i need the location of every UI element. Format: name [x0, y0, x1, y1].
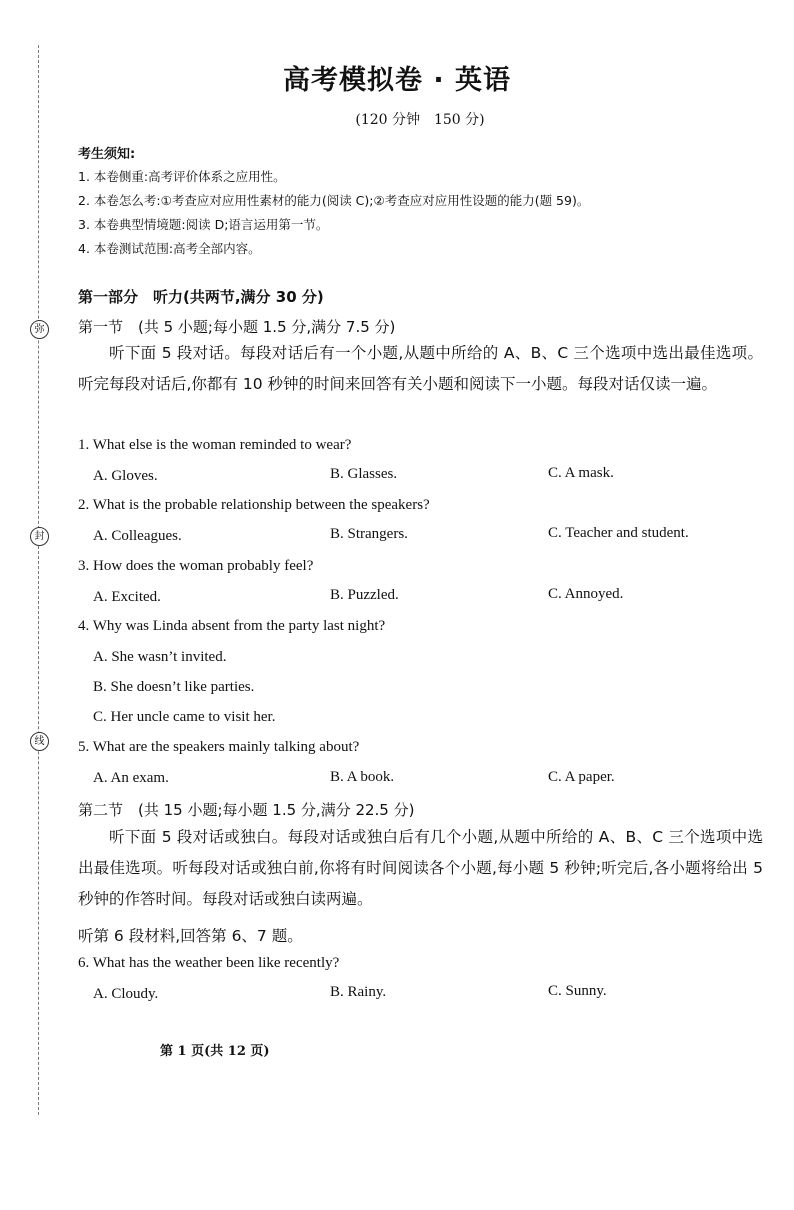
- binding-mark-feng: 封: [30, 527, 49, 546]
- section1-title: 第一节 (共 5 小题;每小题 1.5 分,满分 7.5 分): [78, 318, 396, 336]
- option-b: B. A book.: [330, 769, 395, 785]
- section1-instructions: 听下面 5 段对话。每段对话后有一个小题,从题中所给的 A、B、C 三个选项中选出最佳选项。听完每段对话后,你都有 10 秒钟的时间来回答有关小题和阅读下一小题。每段对话仅读一遍。: [78, 344, 763, 393]
- binding-mark-mi: 弥: [30, 320, 49, 339]
- question-stem: 5. What are the speakers mainly talking about?: [78, 739, 360, 755]
- option-a: A. She wasn’t invited.: [93, 649, 227, 665]
- note-item: 1. 本卷侧重:高考评价体系之应用性。: [78, 169, 286, 184]
- page-footer: 第 1 页(共 12 页): [160, 1044, 270, 1059]
- binding-dashed-line: [38, 45, 39, 1115]
- option-b: B. Rainy.: [330, 984, 387, 1000]
- option-a: A. Gloves.: [93, 468, 158, 484]
- option-a: A. Excited.: [93, 589, 161, 605]
- option-c: C. Annoyed.: [548, 586, 624, 602]
- question-stem: 1. What else is the woman reminded to wear?: [78, 437, 352, 453]
- note-item: 2. 本卷怎么考:①考查应对应用性素材的能力(阅读 C);②考查应对应用性设题的能力(题 59)。: [78, 193, 590, 208]
- question-stem: 6. What has the weather been like recently?: [78, 955, 340, 971]
- question-stem: 4. Why was Linda absent from the party last night?: [78, 618, 386, 634]
- option-c: C. A mask.: [548, 465, 614, 481]
- section2-title: 第二节 (共 15 小题;每小题 1.5 分,满分 22.5 分): [78, 801, 415, 819]
- question-stem: 3. How does the woman probably feel?: [78, 558, 314, 574]
- option-b: B. Puzzled.: [330, 587, 399, 603]
- option-c: C. Sunny.: [548, 983, 607, 999]
- exam-title: 高考模拟卷 · 英语: [282, 65, 512, 96]
- option-b: B. Glasses.: [330, 466, 398, 482]
- option-c: C. A paper.: [548, 769, 615, 785]
- part1-title: 第一部分 听力(共两节,满分 30 分): [78, 288, 324, 306]
- binding-mark-xian: 线: [30, 732, 49, 751]
- exam-subtitle: (120 分钟 150 分): [355, 112, 485, 128]
- section2-instructions: 听下面 5 段对话或独白。每段对话或独白后有几个小题,从题中所给的 A、B、C 三个选项中选出最佳选项。听每段对话或独白前,你将有时间阅读各个小题,每小题 5 秒钟;听完后,各小题将给出 5 秒钟的作答时间。每段对话或独白读两遍。: [78, 828, 763, 908]
- option-a: A. Colleagues.: [93, 528, 182, 544]
- option-b: B. She doesn’t like parties.: [93, 679, 255, 695]
- option-c: C. Her uncle came to visit her.: [93, 709, 276, 725]
- option-a: A. Cloudy.: [93, 986, 159, 1002]
- option-c: C. Teacher and student.: [548, 525, 689, 541]
- note-item: 4. 本卷测试范围:高考全部内容。: [78, 241, 261, 256]
- question-stem: 2. What is the probable relationship between the speakers?: [78, 497, 430, 513]
- notes-heading: 考生须知:: [78, 147, 136, 162]
- option-a: A. An exam.: [93, 770, 169, 786]
- note-item: 3. 本卷典型情境题:阅读 D;语言运用第一节。: [78, 217, 329, 232]
- option-b: B. Strangers.: [330, 526, 408, 542]
- material-note: 听第 6 段材料,回答第 6、7 题。: [78, 927, 303, 945]
